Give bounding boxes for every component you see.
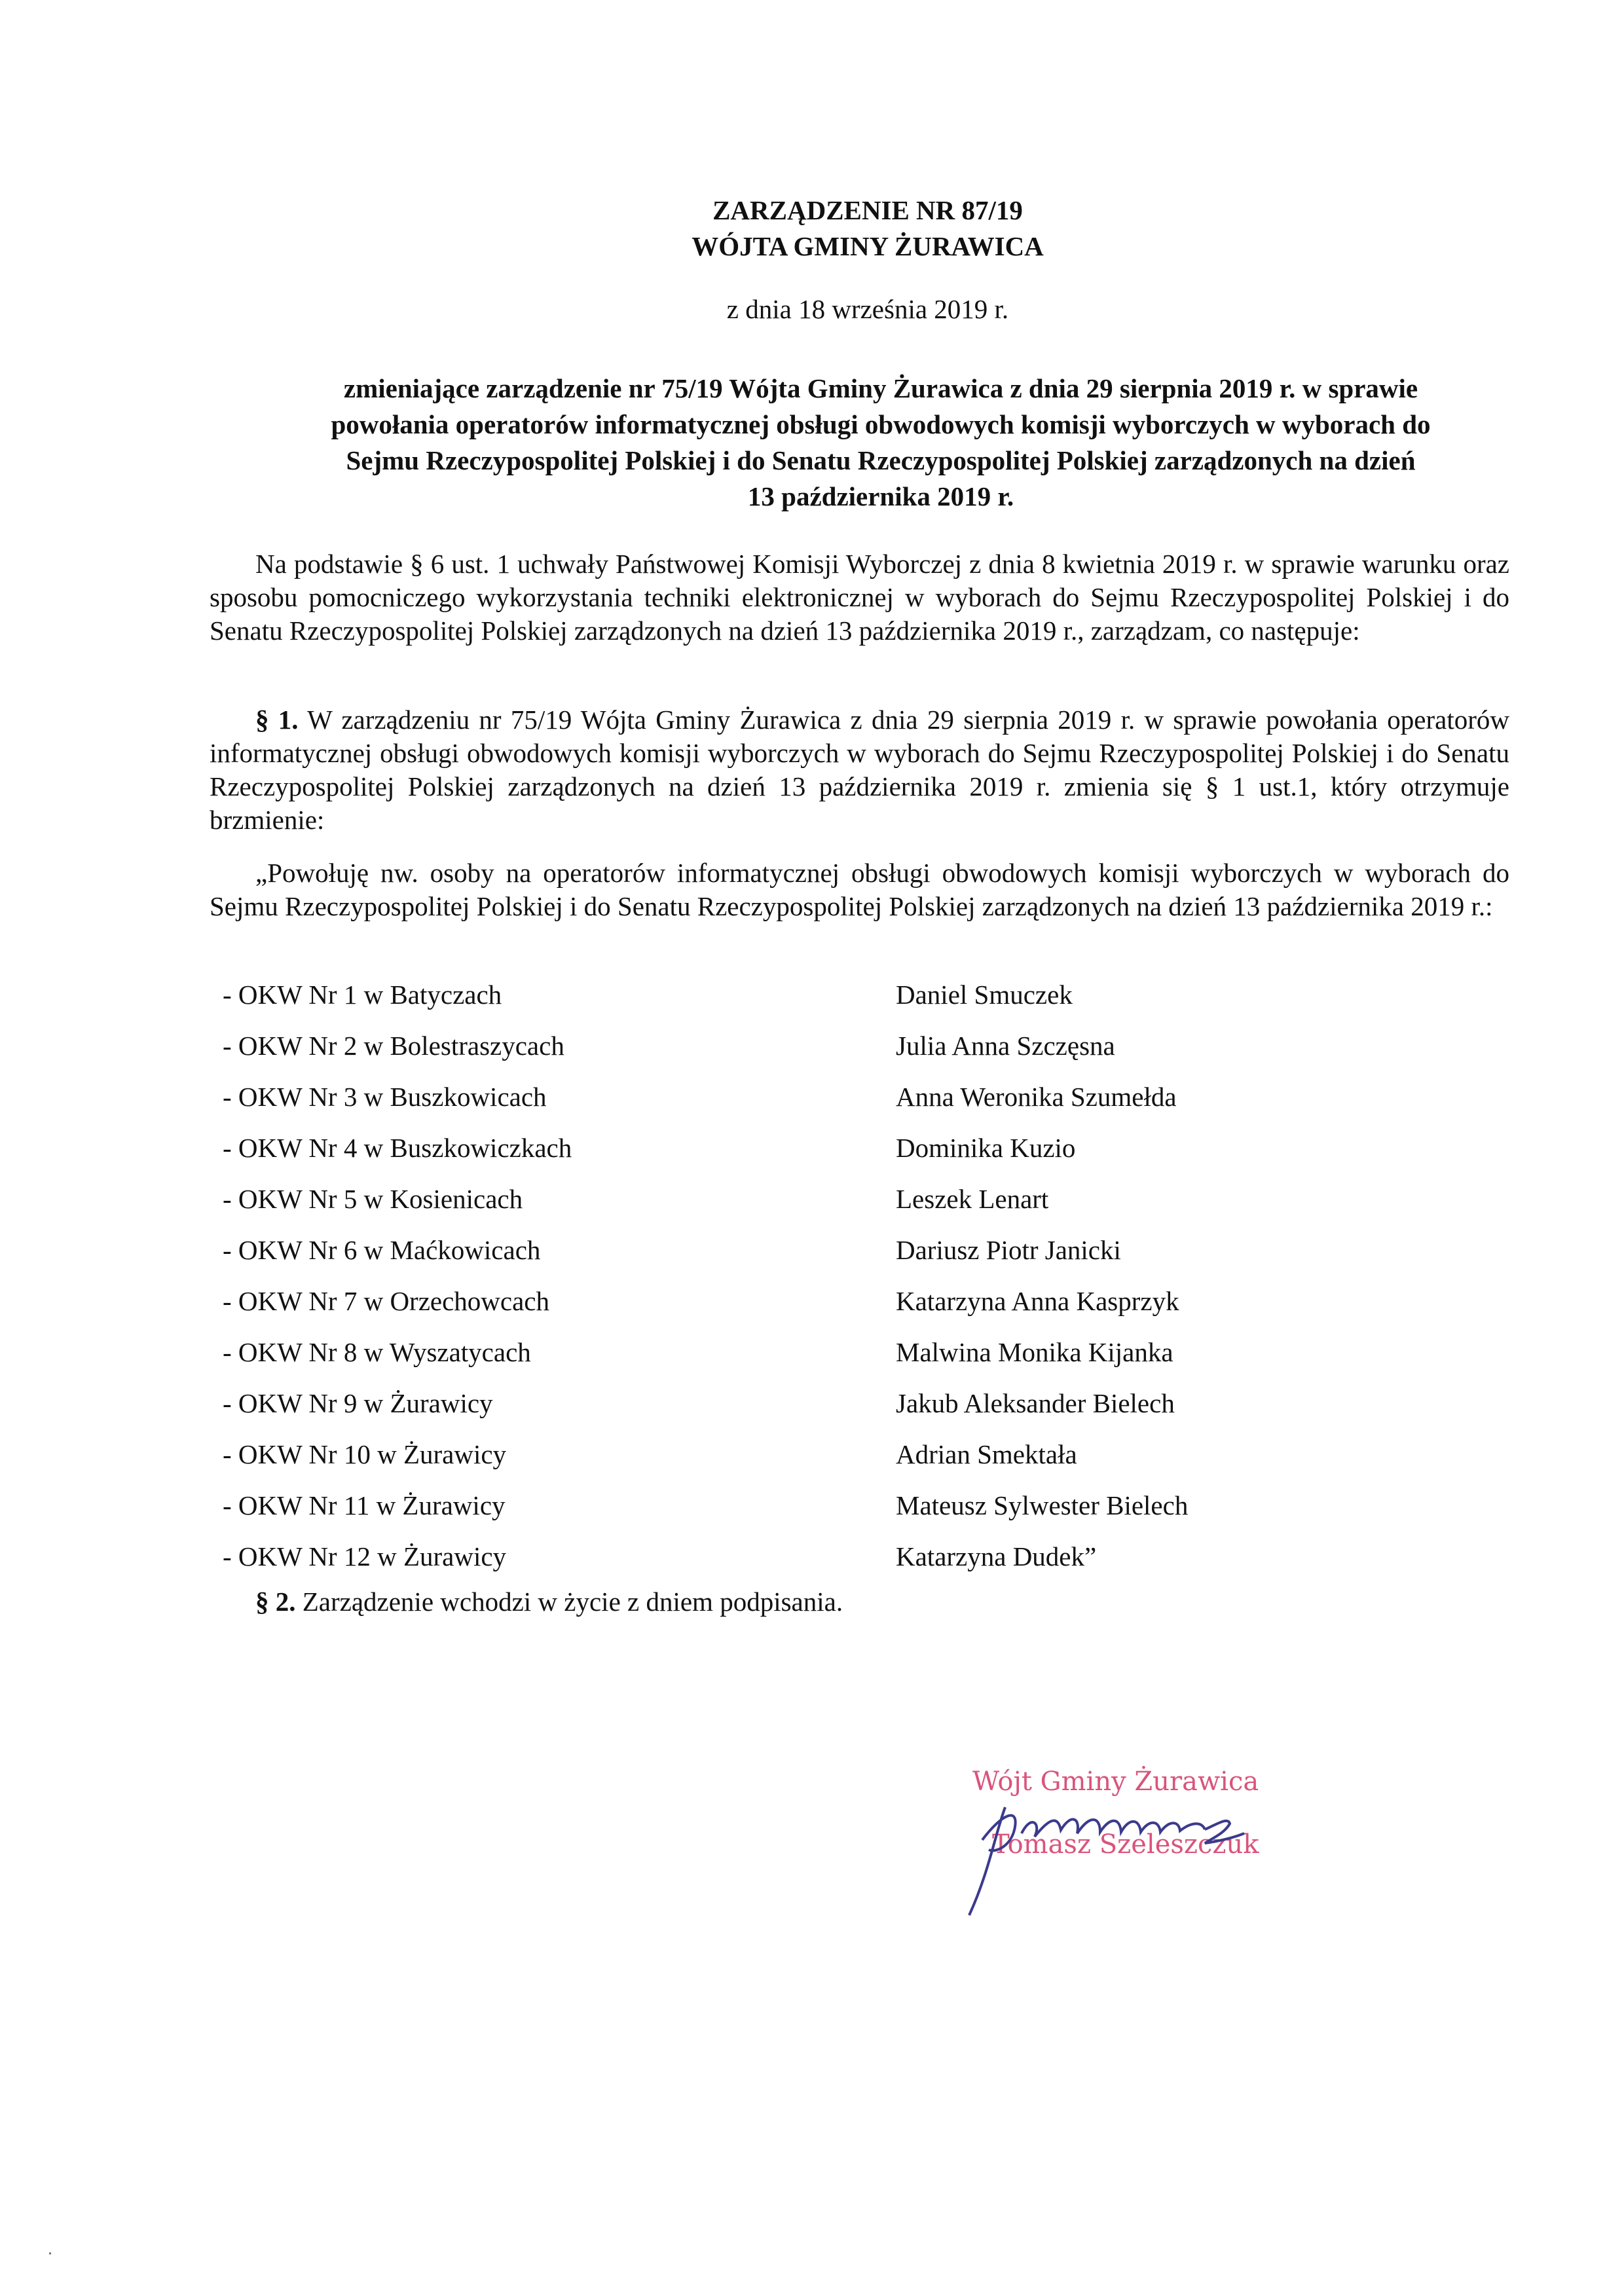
operator-name: Dariusz Piotr Janicki [896, 1235, 1121, 1265]
document-date: z dnia 18 września 2019 r. [726, 294, 1009, 324]
operator-name: Mateusz Sylwester Bielech [896, 1490, 1189, 1520]
document-title-line1: ZARZĄDZENIE NR 87/19 [712, 195, 1023, 225]
document-subject [255, 371, 1506, 515]
preamble-paragraph [210, 547, 1509, 648]
commission-name: - OKW Nr 3 w Buszkowicach [223, 1082, 547, 1112]
operator-name: Malwina Monika Kijanka [896, 1337, 1173, 1367]
commission-name: - OKW Nr 10 w Żurawicy [223, 1439, 507, 1469]
quote-intro-paragraph [210, 856, 1509, 923]
commission-name: - OKW Nr 12 w Żurawicy [223, 1541, 507, 1571]
commission-name: - OKW Nr 1 w Batyczach [223, 980, 502, 1010]
handwritten-signature [943, 1761, 1310, 1925]
subject-line: powołania operatorów informatycznej obsługi obwodowych komisji wyborczych w wyborach do [331, 409, 1431, 439]
section-2-paragraph [255, 1586, 843, 1617]
subject-line: 13 października 2019 r. [747, 481, 1014, 511]
subject-line: Sejmu Rzeczypospolitej Polskiej i do Senatu Rzeczypospolitej Polskiej zarządzonych na dzień [346, 445, 1416, 475]
operator-name: Katarzyna Dudek” [896, 1541, 1097, 1571]
commission-name: - OKW Nr 8 w Wyszatycach [223, 1337, 531, 1367]
preamble-text: Na podstawie § 6 ust. 1 uchwały Państwowej Komisji Wyborczej z dnia 8 kwietnia 2019 r. w sprawie warunku oraz sposobu pomocniczego wykorzystania techniki elektronicznej w wyborach do Sejmu Rzeczypospolitej Polskiej i do Senatu Rzeczypospolitej Polskiej zarządzonych na dzień 13 października 2019 r., zarządzam, co następuje: [210, 549, 1509, 646]
section-2-marker: § 2. [255, 1587, 296, 1617]
commission-name: - OKW Nr 11 w Żurawicy [223, 1490, 506, 1520]
section-1-paragraph [210, 703, 1509, 837]
document-title-line2: WÓJTA GMINY ŻURAWICA [692, 231, 1044, 261]
commission-name: - OKW Nr 9 w Żurawicy [223, 1388, 493, 1418]
operator-name: Dominika Kuzio [896, 1133, 1076, 1163]
operator-name: Katarzyna Anna Kasprzyk [896, 1286, 1179, 1316]
operator-name: Julia Anna Szczęsna [896, 1031, 1115, 1061]
commission-name: - OKW Nr 7 w Orzechowcach [223, 1286, 550, 1316]
scan-speck [49, 2252, 51, 2254]
quote-intro-text: „Powołuję nw. osoby na operatorów informatycznej obsługi obwodowych komisji wyborczych w wyborach do Sejmu Rzeczypospolitej Polskiej i do Senatu Rzeczypospolitej Polskiej zarządzonych na dzień 13 października 2019 r.: [210, 858, 1509, 921]
commission-name: - OKW Nr 5 w Kosienicach [223, 1184, 523, 1214]
operator-name: Jakub Aleksander Bielech [896, 1388, 1175, 1418]
operator-name: Anna Weronika Szumełda [896, 1082, 1177, 1112]
stamp-name: Tomasz Szeleszczuk [992, 1829, 1259, 1860]
operator-name: Adrian Smektała [896, 1439, 1077, 1469]
section-1-marker: § 1. [255, 705, 299, 735]
operator-name: Leszek Lenart [896, 1184, 1049, 1214]
commission-name: - OKW Nr 6 w Maćkowicach [223, 1235, 541, 1265]
section-2-text: Zarządzenie wchodzi w życie z dniem podpisania. [302, 1587, 843, 1617]
commission-name: - OKW Nr 2 w Bolestraszycach [223, 1031, 564, 1061]
subject-line: zmieniające zarządzenie nr 75/19 Wójta Gminy Żurawica z dnia 29 sierpnia 2019 r. w sprawie [343, 373, 1418, 403]
stamp-office: Wójt Gminy Żurawica [972, 1767, 1259, 1797]
section-1-text: W zarządzeniu nr 75/19 Wójta Gminy Żurawica z dnia 29 sierpnia 2019 r. w sprawie powołania operatorów informatycznej obsługi obwodowych komisji wyborczych w wyborach do Sejmu Rzeczypospolitej Polskiej i do Senatu Rzeczypospolitej Polskiej zarządzonych na dzień 13 października 2019 r. zmienia się § 1 ust.1, który otrzymuje brzmienie: [210, 705, 1509, 835]
commission-name: - OKW Nr 4 w Buszkowiczkach [223, 1133, 572, 1163]
signature-stamp [943, 1761, 1310, 1925]
operator-name: Daniel Smuczek [896, 980, 1073, 1010]
